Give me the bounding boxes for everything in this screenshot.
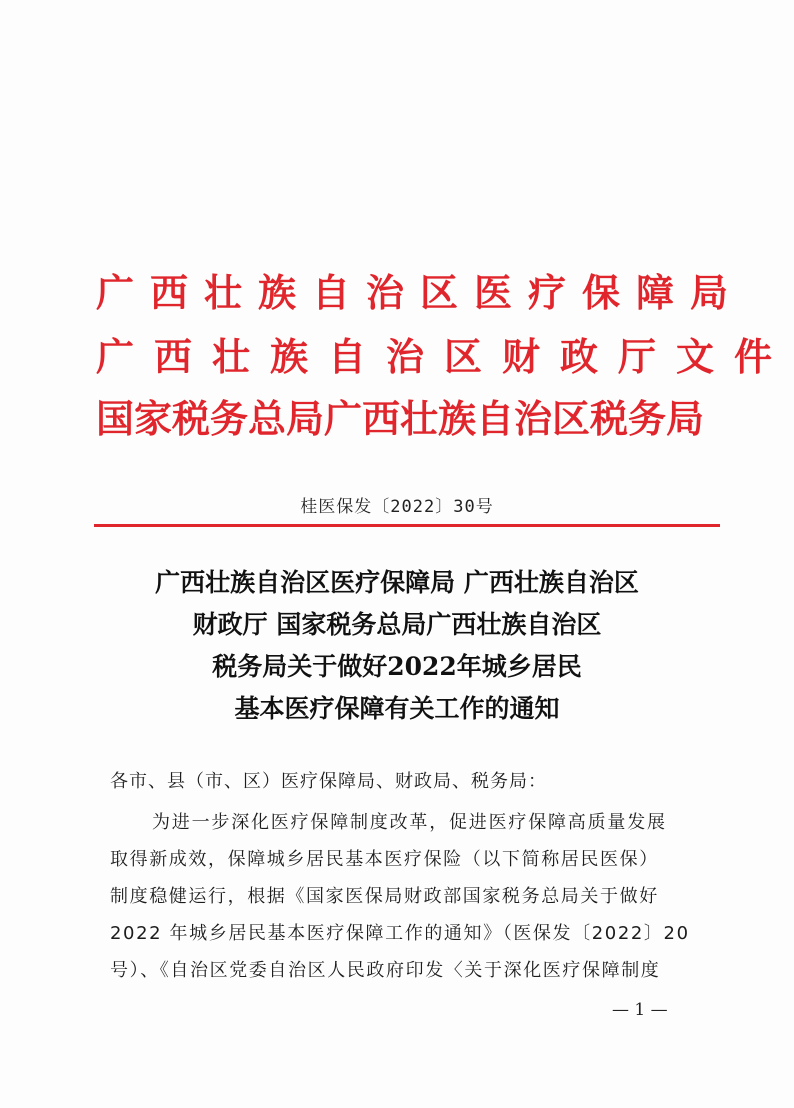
salutation: 各市、县（市、区）医疗保障局、财政局、税务局：: [110, 771, 547, 792]
body-line: 号）、《自治区党委自治区人民政府印发〈关于深化医疗保障制度: [110, 960, 661, 981]
page-number: — 1 —: [612, 1000, 668, 1020]
body-line: 取得新成效，保障城乡居民基本医疗保险（以下简称居民医保）: [110, 849, 659, 870]
title-line-2: 财政厅 国家税务总局广西壮族自治区: [192, 610, 602, 639]
title-line-3: 税务局关于做好2022年城乡居民: [212, 652, 582, 681]
document-number: 桂医保发〔2022〕30号: [300, 497, 494, 517]
document-title: [0, 562, 794, 730]
title-line-4: 基本医疗保障有关工作的通知: [234, 694, 560, 723]
issuer-line-medical-security-bureau: 广西壮族自治区医疗保障局: [96, 270, 745, 315]
issuer-line-finance-department: 广西壮族自治区财政厅文件: [96, 334, 793, 379]
body-line: 制度稳健运行，根据《国家医保局财政部国家税务总局关于做好: [110, 886, 659, 907]
body-line: 为进一步深化医疗保障制度改革，促进医疗保障高质量发展: [152, 812, 667, 833]
issuer-line-tax-bureau: 国家税务总局广西壮族自治区税务局: [96, 396, 705, 441]
red-divider-line: [94, 524, 720, 527]
body-line: 2022 年城乡居民基本医疗保障工作的通知》（医保发〔2022〕20: [110, 923, 690, 944]
title-line-1: 广西壮族自治区医疗保障局 广西壮族自治区: [155, 568, 639, 597]
